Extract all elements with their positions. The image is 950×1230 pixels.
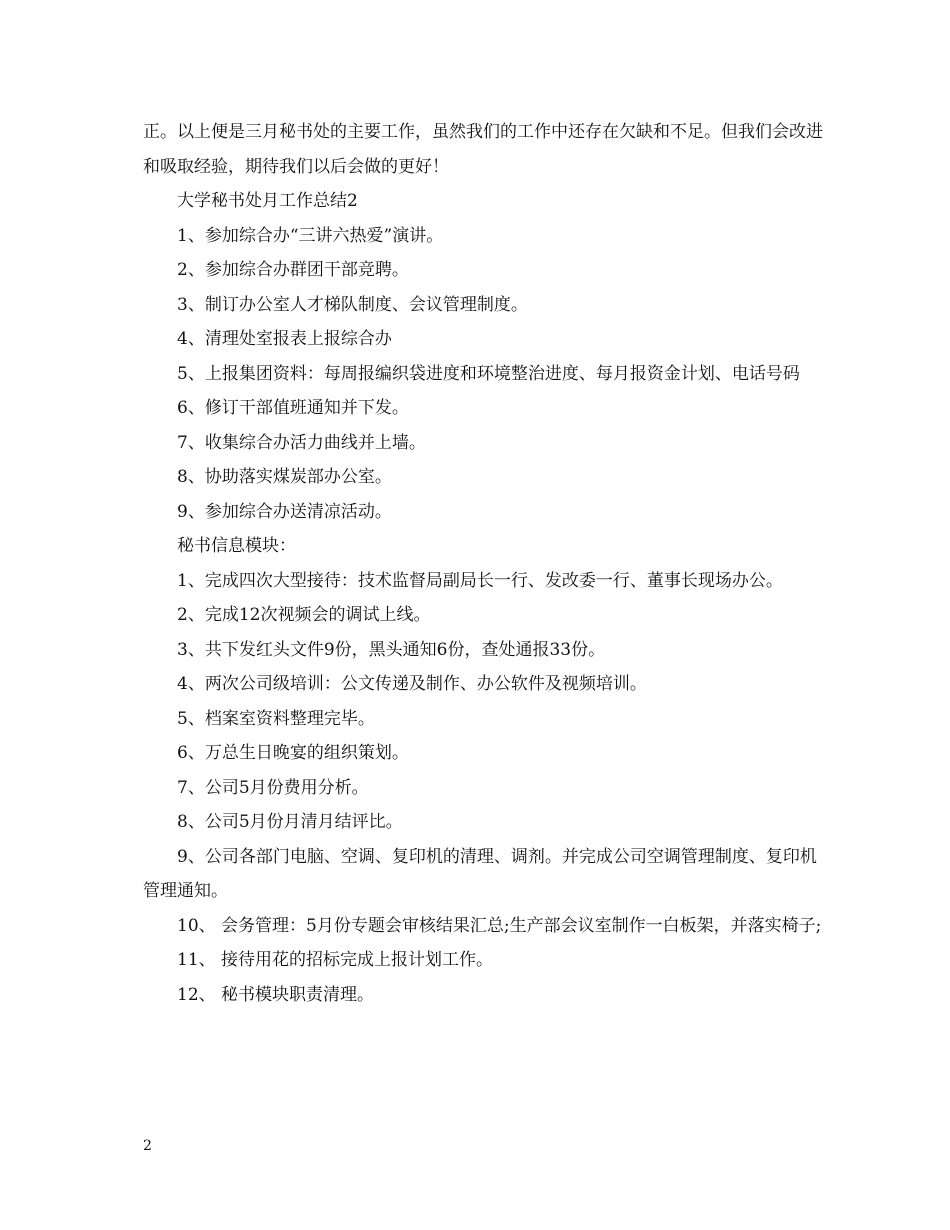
paragraph: 1、参加综合办“三讲六热爱”演讲。 [177,225,444,246]
paragraph: 正。以上便是三月秘书处的主要工作，虽然我们的工作中还存在欠缺和不足。但我们会改进和吸取经验，期待我们以后会做的更好！ [143,122,823,177]
paragraph: 2、参加综合办群团干部竞聘。 [177,260,409,280]
paragraph: 11、 接待用花的招标完成上报计划工作。 [177,950,494,970]
paragraph: 6、万总生日晚宴的组织策划。 [177,743,409,763]
page-number: 2 [143,1138,152,1154]
paragraph: 5、上报集团资料：每周报编织袋进度和环境整治进度、每月报资金计划、电话号码 [177,363,800,384]
paragraph: 8、协助落实煤炭部办公室。 [177,467,392,487]
paragraph: 大学秘书处月工作总结2 [177,191,358,211]
paragraph: 1、完成四次大型接待：技术监督局副局长一行、发改委一行、董事长现场办公。 [177,570,783,591]
document-body [143,115,823,1012]
paragraph: 5、档案室资料整理完毕。 [177,708,375,729]
paragraph: 12、 秘书模块职责清理。 [177,984,375,1005]
paragraph: 4、清理处室报表上报综合办 [177,329,392,349]
paragraph: 秘书信息模块： [177,536,296,556]
paragraph: 9、公司各部门电脑、空调、复印机的清理、调剂。并完成公司空调管理制度、复印机管理通知。 [143,846,817,901]
paragraph: 8、公司5月份月清月结评比。 [177,812,403,832]
paragraph: 7、收集综合办活力曲线并上墙。 [177,432,426,453]
paragraph: 7、公司5月份费用分析。 [177,777,369,798]
paragraph: 10、 会务管理：5月份专题会审核结果汇总;生产部会议室制作一白板架，并落实椅子; [177,915,822,936]
paragraph: 9、参加综合办送清凉活动。 [177,501,392,522]
paragraph: 3、制订办公室人才梯队制度、会议管理制度。 [177,294,528,315]
paragraph: 4、两次公司级培训：公文传递及制作、办公软件及视频培训。 [177,674,647,694]
paragraph: 6、修订干部值班通知并下发。 [177,398,409,418]
paragraph: 2、完成12次视频会的调试上线。 [177,605,431,625]
paragraph: 3、共下发红头文件9份，黑头通知6份，查处通报33份。 [177,639,606,660]
